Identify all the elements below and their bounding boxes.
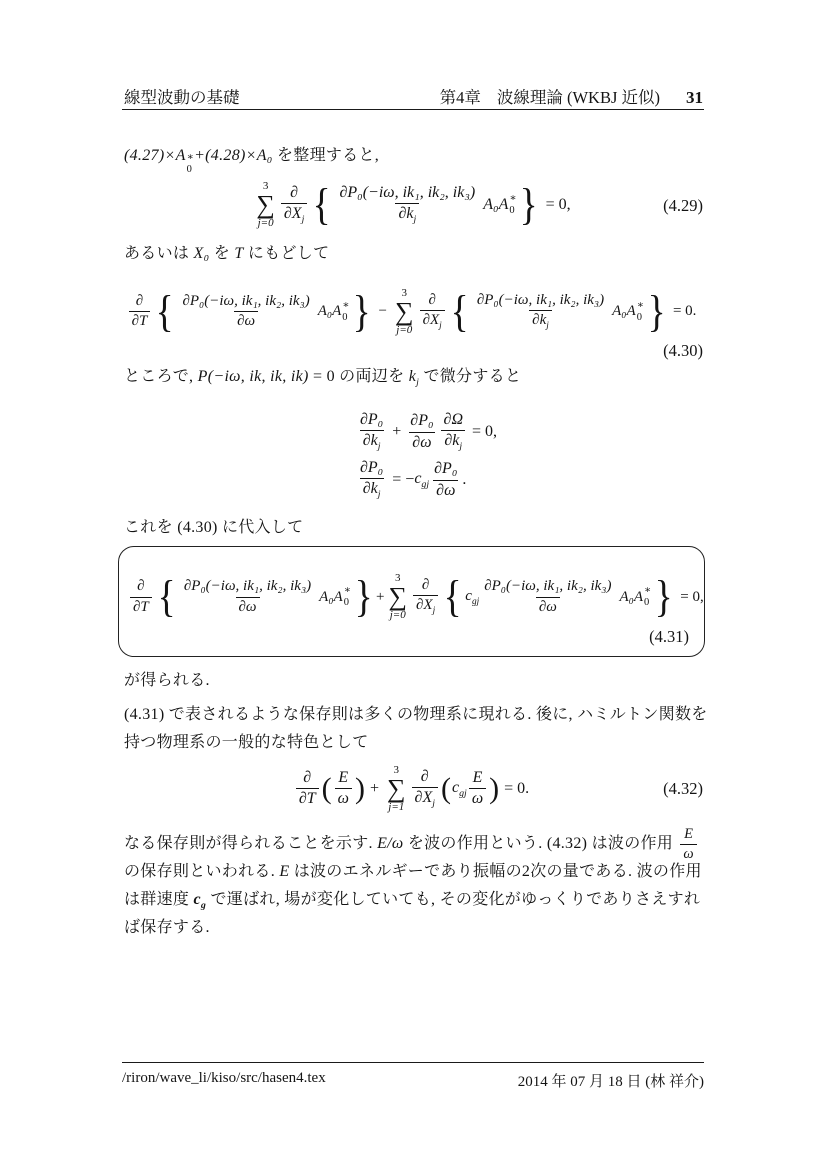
paragraph-7-line-3	[124, 886, 700, 911]
header-rule	[122, 109, 704, 110]
fraction: ∂ $\partial X_j$	[281, 184, 307, 226]
equation-body: ∂ ∂T { ∂P₀(−iω, ik₁, ik₂, ik₃) ∂ω A₀A ∗ 0 } + 3 ∑ j=0 ∂ $\partial X_j$ { $c_{gj}$ ∂P₀(−iω, ik₁, ik₂, ik₃) ∂ω A₀A ∗ 0 } = 0,	[128, 568, 708, 626]
equals-zero: = 0.	[672, 303, 697, 320]
group-velocity-var: $c_{gj}$	[451, 778, 467, 800]
fraction: ∂ ∂T	[129, 293, 151, 331]
math-var: X₀	[193, 245, 210, 262]
fraction: ∂P₀(−iω, ik₁, ik₂, ik₃) $\partial k_j$	[339, 184, 476, 226]
equation-number-4-29: (4.29)	[663, 196, 703, 215]
page-number: 31	[686, 88, 703, 107]
text-run: は群速度	[124, 891, 194, 908]
equation-body: 3 ∑ j=0 ∂ $\partial X_j$ { ∂P₀(−iω, ik₁, ik₂, ik₃) $\partial k_j$ A₀A ∗ 0 } = 0,	[256, 179, 571, 229]
amplitude-term: A₀A ∗ 0	[483, 193, 517, 216]
summation: 3 ∑ j=0	[388, 572, 407, 621]
equation-number-4-32: (4.32)	[663, 779, 703, 798]
group-velocity-var: $c_{gj}$	[414, 469, 430, 491]
fraction: ∂P₀(−iω, ik₁, ik₂, ik₃) ∂ω	[182, 293, 310, 330]
paragraph-6-line-1: (4.31) で表されるような保存則は多くの物理系に現れる. 後に, ハミルトン関数を	[124, 706, 708, 723]
equation-body: ∂ ∂T ( E ω ) + 3 ∑ j=1 ∂ $\partial X_j$ ( $c_{gj}$ E ω ) = 0.	[294, 765, 533, 812]
text-run: あるいは	[124, 245, 194, 262]
source-file-path: /riron/wave_li/kiso/src/hasen4.tex	[122, 1070, 326, 1086]
text-run: を整理すると,	[272, 147, 380, 164]
paragraph-4: これを (4.30) に代入して	[124, 519, 304, 536]
text-run: にもどして	[243, 245, 330, 262]
fraction: E ω	[335, 769, 352, 809]
equation-body	[355, 409, 501, 455]
paragraph-7-line-2	[124, 858, 702, 881]
math-expr: E/ω	[377, 835, 404, 852]
equals-zero: = 0.	[504, 779, 530, 797]
summation: 3 ∑ j=1	[386, 764, 406, 813]
amplitude-term: A₀A ∗ 0	[619, 585, 652, 608]
text-run: ところで,	[124, 368, 198, 385]
chapter-title: 波線理論 (WKBJ 近似)	[496, 88, 660, 107]
fraction: ∂ ∂T	[130, 578, 152, 616]
math-subscript: g	[200, 900, 207, 912]
text-run: +(4.28)×	[194, 147, 257, 164]
paragraph-7-line-1	[124, 826, 697, 862]
summation: 3 ∑ j=0	[256, 180, 275, 229]
math-var: E	[279, 863, 290, 880]
equation-body	[355, 457, 501, 503]
group-velocity-var: c	[193, 891, 201, 908]
fraction: $\frac{\partial\Omega}{\partial k_j}$	[441, 411, 466, 453]
equals-zero: = 0,	[545, 195, 571, 213]
equation-dispersion-derivative	[355, 409, 501, 503]
wave-action-fraction: $\frac{E}{\omega}$	[680, 826, 697, 862]
footer-rule	[122, 1062, 704, 1063]
header-chapter-group	[440, 84, 703, 108]
text-run: を	[209, 245, 235, 262]
math-var: T	[234, 245, 244, 262]
equals-zero: = 0,	[472, 423, 498, 440]
fraction: ∂P₀(−iω, ik₁, ik₂, ik₃) ∂ω	[183, 578, 312, 615]
plus-operator: +	[369, 779, 379, 797]
plus-operator: +	[392, 423, 402, 440]
page-header	[124, 84, 703, 108]
summation: 3 ∑ j=0	[395, 287, 414, 336]
equals-sign: =	[392, 471, 402, 488]
fraction: ∂P₀ ∂ω	[434, 460, 458, 499]
text-run: で微分すると	[419, 368, 522, 385]
amplitude-term: A₀A ∗ 0	[612, 300, 644, 323]
revision-date: 2014 年 07 月 18 日 (林 祥介)	[517, 1074, 704, 1090]
paragraph-6-line-2: 持つ物理系の一般的な特色として	[124, 734, 369, 751]
fraction: $\frac{\text{∂P₀}}{\partial k_j}$	[360, 459, 384, 501]
fraction: E ω	[469, 769, 486, 809]
period: .	[462, 471, 467, 488]
math-expr: P(−iω, ik, ik, ik)	[197, 368, 309, 385]
math-var: A	[175, 147, 186, 164]
text-run: を波の作用という. (4.32) は波の作用	[403, 835, 678, 852]
math-var: k	[408, 368, 417, 385]
chapter-label: 第4章	[439, 88, 481, 107]
fraction: ∂ $\partial X_j$	[420, 292, 445, 332]
fraction: ∂ ∂T	[296, 769, 319, 809]
amplitude-term: A₀A ∗ 0	[317, 300, 350, 323]
paragraph-2	[124, 240, 329, 263]
math-var: A₀	[256, 147, 273, 164]
text-run: なる保存則が得られることを示す.	[124, 835, 378, 852]
minus-operator: −	[405, 471, 415, 488]
fraction: ∂P₀(−iω, ik₁, ik₂, ik₃) $\partial k_j$	[476, 292, 605, 332]
fraction: ∂ $\partial X_j$	[413, 577, 438, 617]
paragraph-7-line-4: ば保存する.	[124, 919, 210, 936]
paragraph-1	[124, 142, 379, 175]
paragraph-3	[124, 363, 521, 388]
equation-number-4-31: (4.31)	[649, 627, 689, 646]
fraction: $\frac{\text{∂P₀}}{\partial\omega}$	[410, 412, 434, 451]
group-velocity-var: $c_{gj}$	[465, 587, 480, 607]
boxed-equation-4-31	[118, 546, 705, 657]
plus-operator: +	[375, 588, 385, 605]
text-run: の保存則といわれる.	[124, 863, 280, 880]
fraction: ∂P₀(−iω, ik₁, ik₂, ik₃) ∂ω	[484, 578, 612, 615]
fraction: ∂ $\partial X_j$	[412, 768, 438, 810]
minus-operator: −	[378, 303, 388, 320]
fraction: ∂P₀ $\partial k_j$	[360, 411, 384, 453]
math-subscript: j	[416, 377, 420, 389]
equation-body: ∂ ∂T { ∂P₀(−iω, ik₁, ik₂, ik₃) ∂ω A₀A ∗ 0 } − 3 ∑ j=0 ∂ $\partial X_j$ { ∂P₀(−iω, ik₁, ik₂, ik₃) $\partial k_j$ A₀A ∗ 0 } = 0.	[127, 288, 701, 335]
equation-number-4-30: (4.30)	[663, 341, 703, 360]
text-run: で運ばれ, 場が変化していても, その変化がゆっくりでありさえすれ	[206, 891, 701, 908]
paragraph-5: が得られる.	[124, 672, 210, 689]
text-run: = 0 の両辺を	[308, 368, 409, 385]
equals-zero: = 0,	[680, 588, 704, 605]
equation-4-30	[124, 281, 703, 343]
text-run: (4.27)×	[124, 147, 176, 164]
subsup-stack: ∗ 0	[186, 152, 195, 175]
document-title: 線型波動の基礎	[124, 88, 240, 107]
amplitude-term: A₀A ∗ 0	[319, 585, 351, 608]
text-run: は波のエネルギーであり振幅の2次の量である. 波の作用	[289, 863, 702, 880]
page-footer	[122, 1070, 704, 1091]
